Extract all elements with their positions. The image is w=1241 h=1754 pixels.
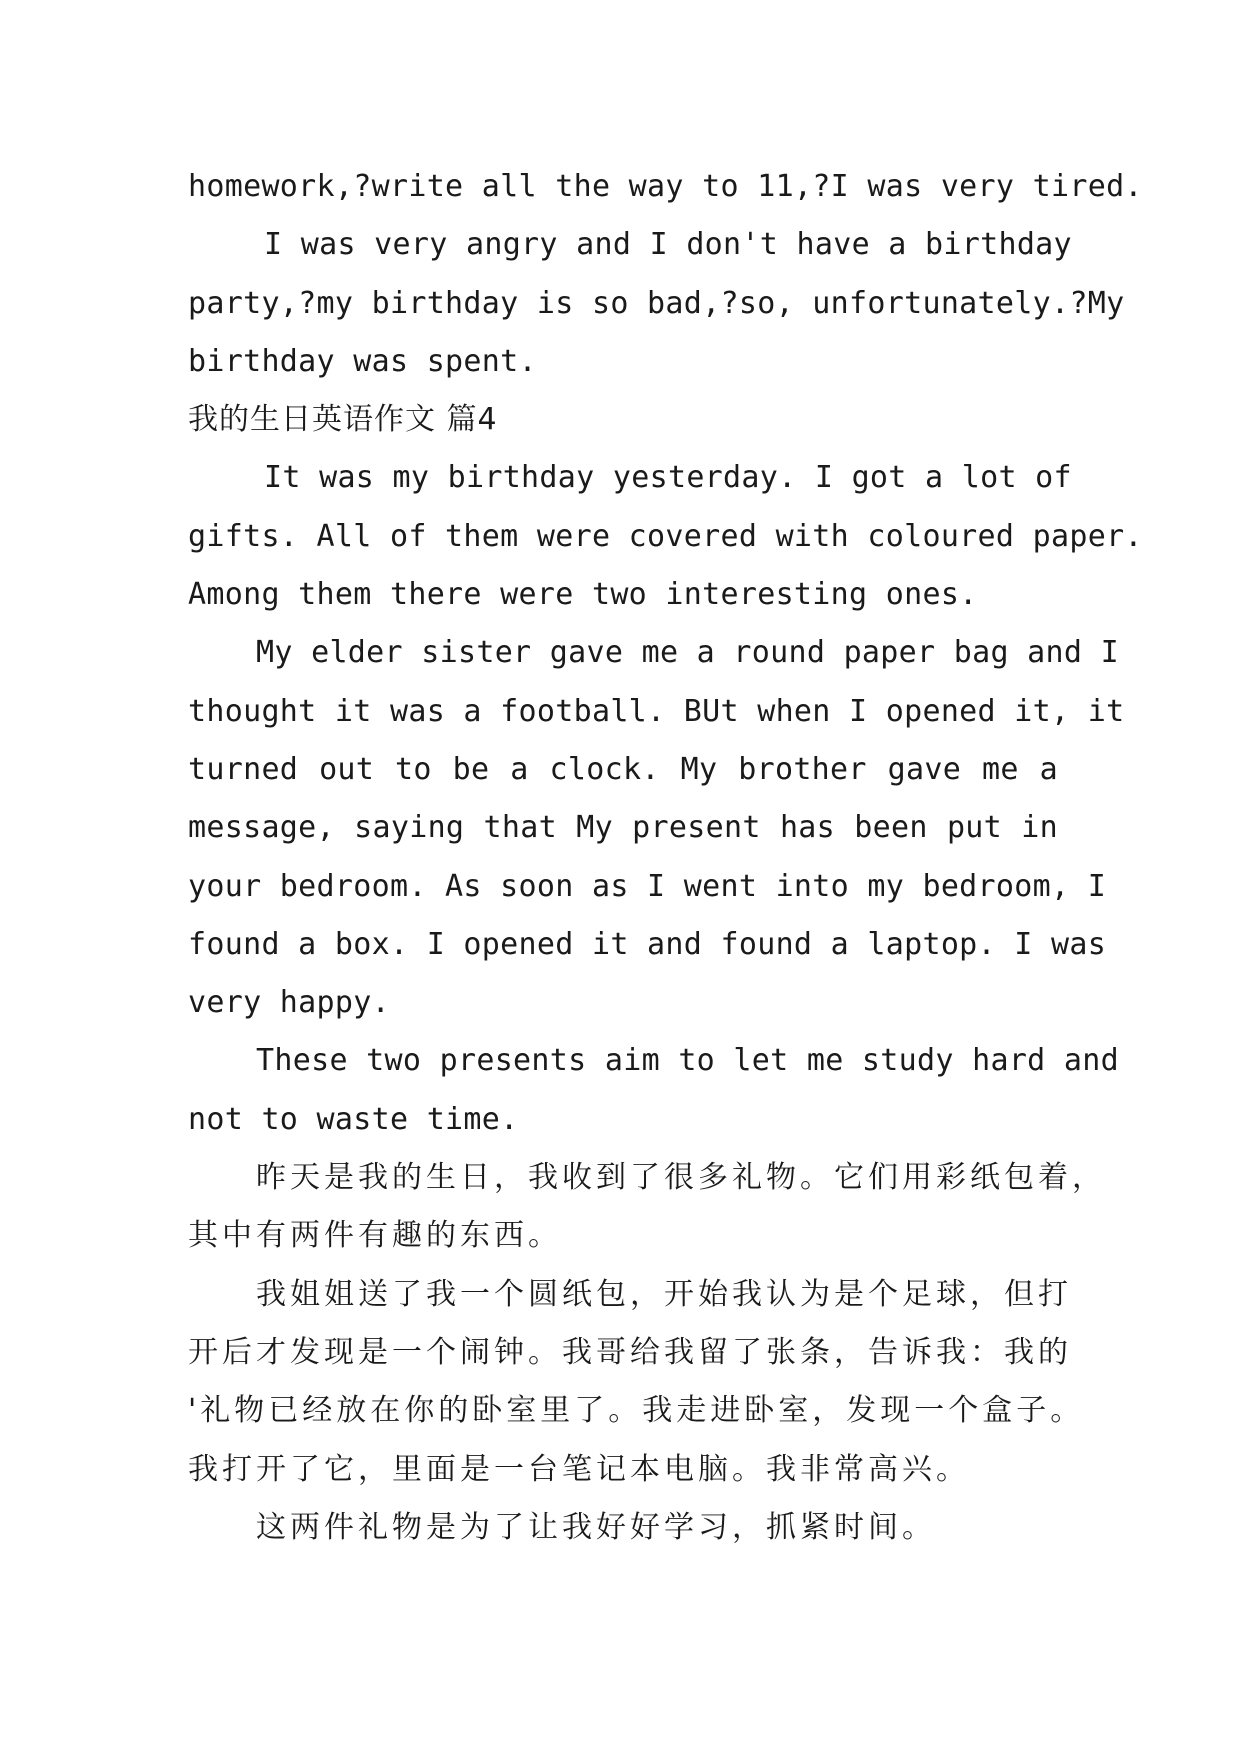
document-body <box>188 158 1143 1557</box>
text-line: thought it was a football. BUt when I opened it, it <box>188 693 1125 729</box>
text-line: 这两件礼物是为了让我好好学习，抓紧时间。 <box>256 1509 936 1545</box>
section-heading: 我的生日英语作文 篇4 <box>188 402 498 438</box>
text-line: '礼物已经放在你的卧室里了。我走进卧室，发现一个盒子。 <box>188 1393 1085 1429</box>
text-line: homework,?write all the way to 11,?I was very tired. <box>188 169 1143 204</box>
text-line: 开后才发现是一个闹钟。我哥给我留了张条，告诉我：我的 <box>188 1334 1072 1370</box>
text-line: very happy. <box>188 985 390 1021</box>
text-line: Among them there were two interesting ones. <box>188 577 978 613</box>
text-line: not to waste time. <box>188 1101 519 1137</box>
text-line: your bedroom. As soon as I went into my bedroom, I <box>188 868 1107 904</box>
text-line: turned out to be a clock. My brother gave me a <box>188 751 1058 787</box>
text-line: found a box. I opened it and found a laptop. I was <box>188 926 1107 962</box>
text-line: My elder sister gave me a round paper bag and I <box>256 635 1119 671</box>
text-line: message, saying that My present has been put in <box>188 810 1058 846</box>
text-line: 我打开了它，里面是一台笔记本电脑。我非常高兴。 <box>188 1451 970 1487</box>
text-line: 其中有两件有趣的东西。 <box>188 1218 562 1254</box>
text-line: birthday was spent. <box>188 343 537 379</box>
text-line: 我姐姐送了我一个圆纸包，开始我认为是个足球，但打 <box>256 1276 1072 1312</box>
text-line: I was very angry and I don't have a birthday <box>264 227 1072 263</box>
text-line: party,?my birthday is so bad,?so, unfortunately.?My <box>188 285 1125 321</box>
text-line: gifts. All of them were covered with coloured paper. <box>188 518 1143 554</box>
text-line: It was my birthday yesterday. I got a lot of <box>264 460 1072 496</box>
text-line: 昨天是我的生日，我收到了很多礼物。它们用彩纸包着， <box>256 1160 1106 1196</box>
text-line: These two presents aim to let me study hard and <box>256 1043 1119 1079</box>
